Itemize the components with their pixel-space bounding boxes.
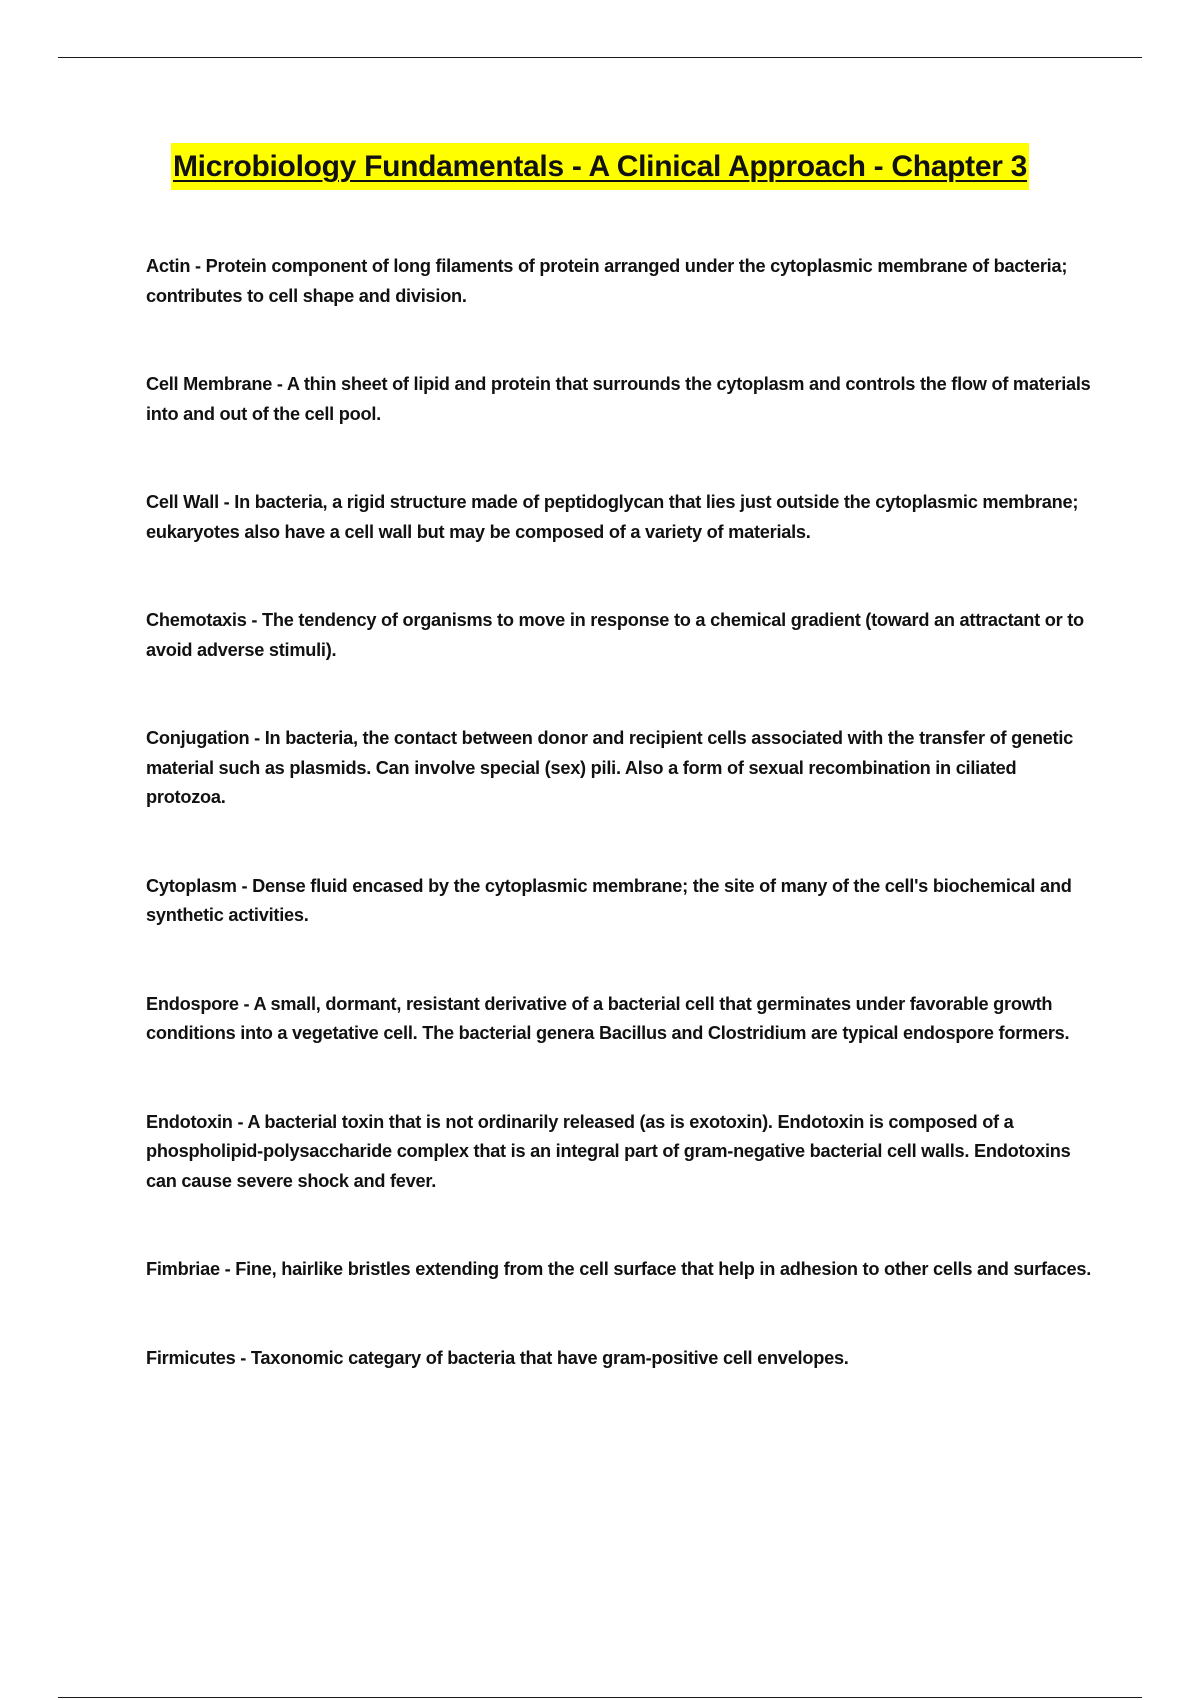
document-title: Microbiology Fundamentals - A Clinical Approach - Chapter 3 xyxy=(171,143,1029,190)
glossary-entry-cell-membrane: Cell Membrane - A thin sheet of lipid and protein that surrounds the cytoplasm and controls the flow of materials into and out of the cell pool. xyxy=(146,374,1091,424)
glossary-entry-fimbriae: Fimbriae - Fine, hairlike bristles extending from the cell surface that help in adhesion to other cells and surfaces. xyxy=(146,1259,1092,1279)
glossary-entry-actin: Actin - Protein component of long filaments of protein arranged under the cytoplasmic membrane of bacteria; contributes to cell shape and division. xyxy=(146,256,1068,306)
glossary-entry-cytoplasm: Cytoplasm - Dense fluid encased by the cytoplasmic membrane; the site of many of the cell's biochemical and synthetic activities. xyxy=(146,875,1072,925)
glossary-entry-cell-wall: Cell Wall - In bacteria, a rigid structure made of peptidoglycan that lies just outside the cytoplasmic membrane; eukaryotes also have a cell wall but may be composed of a variety of materials. xyxy=(146,492,1079,542)
glossary-entry-chemotaxis: Chemotaxis - The tendency of organisms to move in response to a chemical gradient (toward an attractant or to avoid adverse stimuli). xyxy=(146,610,1084,660)
top-rule xyxy=(58,57,1142,58)
bottom-rule xyxy=(58,1697,1142,1698)
glossary-entry-endotoxin: Endotoxin - A bacterial toxin that is not ordinarily released (as is exotoxin). Endotoxin is composed of a phospholipid-polysaccharide complex that is an integral part of gram-negative bacterial cell walls. Endotoxins can cause severe shock and fever. xyxy=(146,1111,1071,1191)
glossary-entry-endospore: Endospore - A small, dormant, resistant derivative of a bacterial cell that germinates under favorable growth conditions into a vegetative cell. The bacterial genera Bacillus and Clostridium are typical endospore formers. xyxy=(146,993,1070,1043)
glossary-entry-conjugation: Conjugation - In bacteria, the contact between donor and recipient cells associated with the transfer of genetic material such as plasmids. Can involve special (sex) pili. Also a form of sexual recombination in ciliated protozoa. xyxy=(146,728,1074,807)
title-container xyxy=(0,143,1200,190)
glossary-entry-firmicutes: Firmicutes - Taxonomic categary of bacteria that have gram-positive cell envelopes. xyxy=(146,1347,849,1368)
glossary-list xyxy=(146,252,1096,1432)
